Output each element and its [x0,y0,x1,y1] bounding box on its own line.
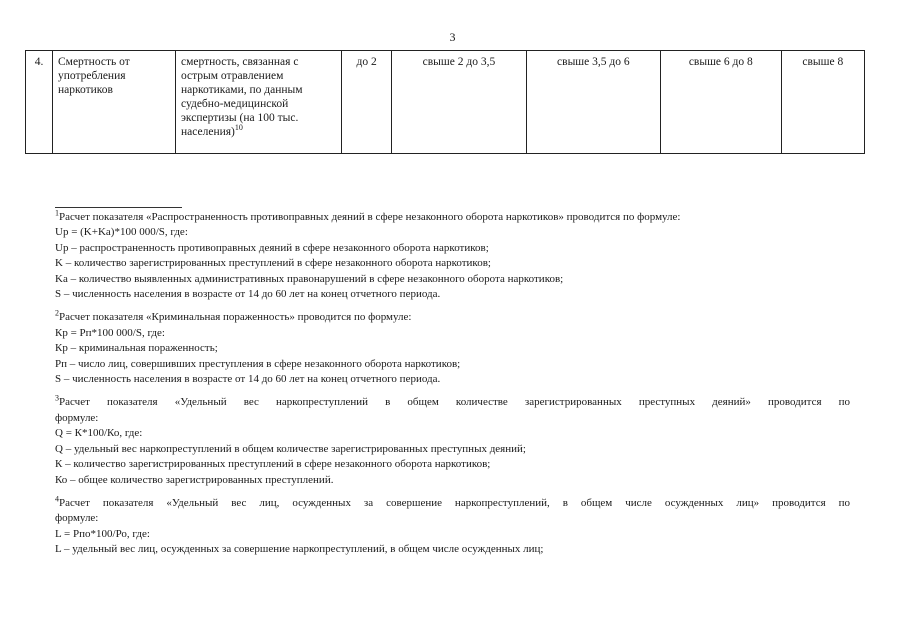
footnote-intro-text: Расчет показателя «Распространенность противоправных деяний в сфере незаконного оборота наркотиков» проводится по формуле: [59,211,681,223]
value-cell: свыше 3,5 до 6 [526,51,660,154]
value-cell: свыше 6 до 8 [661,51,782,154]
footnote-line: Кр – криминальная пораженность; [55,342,218,355]
footnote-intro-text: Расчет показателя «Криминальная пораженность» проводится по формуле: [59,311,412,324]
footnote-4 [55,496,850,558]
footnotes [55,210,850,566]
footnote-line: Q – удельный вес наркопреступлений в общем количестве зарегистрированных преступных деяний; [55,442,526,455]
footnote-line: S – численность населения в возрасте от 14 до 60 лет на конец отчетного периода. [55,288,441,301]
page-number: 3 [449,30,456,44]
footnote-intro-continued: формуле: [55,512,99,525]
footnote-marker: 3 [55,393,59,403]
footnote-intro [55,210,850,225]
footnote-ref: 10 [234,123,243,133]
value-cell: свыше 8 [781,51,864,154]
footnote-line: K – количество зарегистрированных преступлений в сфере незаконного оборота наркотиков; [55,257,491,270]
footnote-line: Ко – общее количество зарегистрированных преступлений. [55,473,334,486]
footnote-line: L – удельный вес лиц, осужденных за совершение наркопреступлений, в общем числе осужденных лиц; [55,543,544,556]
footnote-line: Рп – число лиц, совершивших преступления в сфере незаконного оборота наркотиков; [55,357,461,370]
footnote-1 [55,210,850,302]
footnote-3 [55,395,850,487]
footnote-intro [55,496,850,511]
footnote-intro-continued: формуле: [55,411,99,424]
footnote-line: Ka – количество выявленных административных правонарушений в сфере незаконного оборота наркотиков; [55,272,564,285]
footnote-marker: 4 [55,494,59,504]
footnote-intro [55,310,850,325]
footnote-line: L = Рпо*100/Ро, где: [55,527,150,540]
footnote-intro [55,395,850,410]
footnote-line: К – количество зарегистрированных преступлений в сфере незаконного оборота наркотиков; [55,458,491,471]
footnote-intro-text: Расчет показателя «Удельный вес наркопреступлений в общем количестве зарегистрированных преступных деяний» проводится по [59,396,850,409]
description-text: смертность, связанная с острым отравлением наркотиками, по данным судебно-медицинской экспертизы (на 100 тыс. населения) [181,56,303,138]
table-row [26,51,865,154]
footnote-separator [55,207,182,208]
value-cell: свыше 2 до 3,5 [392,51,526,154]
footnote-line: Uр = (K+Ka)*100 000/S, где: [55,226,188,239]
row-number: 4. [26,51,53,154]
footnote-line: Q = К*100/Ко, где: [55,427,143,440]
indicator-description [176,51,342,154]
footnote-line: Кр = Рп*100 000/S, где: [55,326,165,339]
footnote-intro-text: Расчет показателя «Удельный вес лиц, осужденных за совершение наркопреступлений, в общем числе осужденных лиц» проводится по [59,496,850,509]
footnote-marker: 1 [55,208,59,218]
footnote-2 [55,310,850,387]
indicator-name: Смертность от употребления наркотиков [53,51,176,154]
footnote-line: Uр – распространенность противоправных деяний в сфере незаконного оборота наркотиков; [55,241,489,254]
footnote-marker: 2 [55,308,59,318]
footnote-line: S – численность населения в возрасте от 14 до 60 лет на конец отчетного периода. [55,373,441,386]
indicator-table [25,50,865,154]
value-cell: до 2 [342,51,392,154]
